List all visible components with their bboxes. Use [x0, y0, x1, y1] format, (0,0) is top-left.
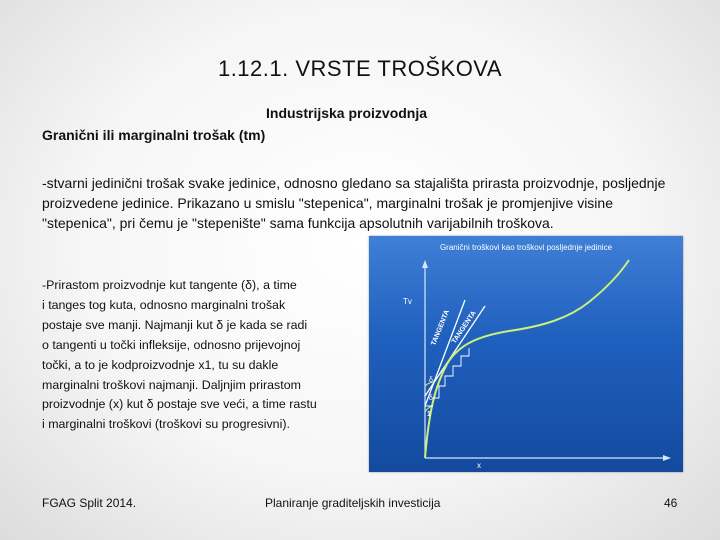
angle-label-2: δ [429, 395, 433, 402]
slide-title: 1.12.1. VRSTE TROŠKOVA [217, 56, 503, 81]
x1-label: 1 [427, 411, 431, 418]
diagram-svg [369, 236, 683, 472]
section-heading: Granični ili marginalni trošak (tm) [42, 127, 266, 143]
cost-steps [433, 348, 469, 398]
x-axis-arrow [663, 455, 671, 461]
angle-label-1: δ₁ [429, 377, 436, 384]
cost-curve [425, 260, 629, 458]
y-axis-arrow [422, 260, 428, 268]
footer-institution: FGAG Split 2014. [42, 496, 137, 510]
slide-subtitle: Industrijska proizvodnja [266, 105, 428, 121]
y-axis-label: Tv [403, 297, 412, 306]
diagram-caption: Granični troškovi kao troškovi posljednje jedinice [439, 243, 613, 252]
marginal-cost-diagram [369, 236, 683, 472]
page-number: 46 [664, 496, 678, 510]
definition-paragraph: -stvarni jedinični trošak svake jedinice, odnosno gledano sa stajališta prirasta proizvodnje, posljednje proizvedene jedinice. Prikazano u smislu "stepenica", marginalni trošak je promjenjive visine "stepenica", pri čemu je "stepenište" sama funkcija apsolutnih varijabilnih troškova. [42, 175, 666, 231]
tangent-label-1: TANGENTA [430, 309, 452, 347]
tangent-label-2: TANGENTA [450, 309, 478, 346]
x-axis-label: x [477, 461, 481, 470]
explanation-paragraph: -Prirastom proizvodnje kut tangente (δ), a time i tanges tog kuta, odnosno marginalni trošak postaje sve manji. Najmanji kut δ je kada se radi o tangenti u točki infleksije, odnosno prijevojnoj točki, a to je kodproizvodnje x1, tu su dakle marginalni troškovi najmanji. Daljnjim prirastom proizvodnje (x) kut δ postaje sve veći, a time rastu i marginalni troškovi (troškovi su progresivni). [42, 278, 317, 432]
footer-course: Planiranje graditeljskih investicija [265, 496, 441, 510]
